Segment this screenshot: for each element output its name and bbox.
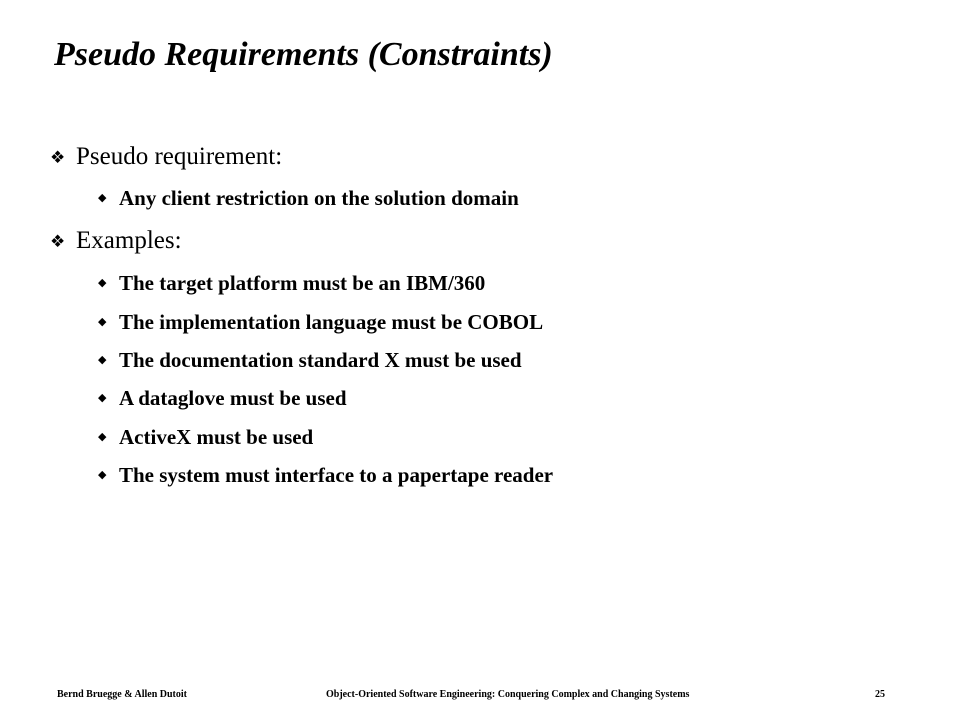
footer-book-title: Object-Oriented Software Engineering: Conquering Complex and Changing Systems	[326, 689, 690, 700]
bullet-pseudo-requirement	[50, 143, 282, 171]
sub-bullet-text: A dataglove must be used	[119, 386, 347, 410]
bullet-label: Examples:	[76, 227, 182, 254]
sub-bullet-activex	[98, 425, 313, 450]
sub-bullet-client-restriction	[98, 186, 519, 211]
sub-bullet-text: ActiveX must be used	[119, 425, 314, 449]
sub-bullet-documentation-standard	[98, 348, 522, 373]
footer-authors: Bernd Bruegge & Allen Dutoit	[57, 689, 187, 700]
sub-bullet-text: The documentation standard X must be used	[119, 348, 522, 372]
sub-bullet-text: The implementation language must be COBOL	[119, 310, 544, 334]
small-diamond-bullet-icon: ◆	[98, 431, 107, 443]
small-diamond-bullet-icon: ◆	[98, 392, 107, 404]
sub-bullet-text: Any client restriction on the solution domain	[119, 186, 519, 210]
sub-bullet-text: The system must interface to a papertape reader	[119, 463, 554, 487]
small-diamond-bullet-icon: ◆	[98, 354, 107, 366]
diamond-bullet-icon: ❖	[50, 231, 66, 251]
sub-bullet-text: The target platform must be an IBM/360	[119, 271, 486, 295]
sub-bullet-dataglove	[98, 386, 347, 411]
small-diamond-bullet-icon: ◆	[98, 277, 107, 289]
sub-bullet-papertape-reader	[98, 463, 553, 488]
sub-bullet-implementation-language	[98, 310, 543, 335]
small-diamond-bullet-icon: ◆	[98, 192, 107, 204]
small-diamond-bullet-icon: ◆	[98, 469, 107, 481]
diamond-bullet-icon: ❖	[50, 147, 66, 167]
small-diamond-bullet-icon: ◆	[98, 316, 107, 328]
bullet-examples	[50, 227, 182, 255]
sub-bullet-target-platform	[98, 271, 485, 296]
bullet-label: Pseudo requirement:	[76, 143, 283, 170]
slide-title: Pseudo Requirements (Constraints)	[54, 36, 553, 73]
footer-page-number: 25	[875, 689, 885, 700]
